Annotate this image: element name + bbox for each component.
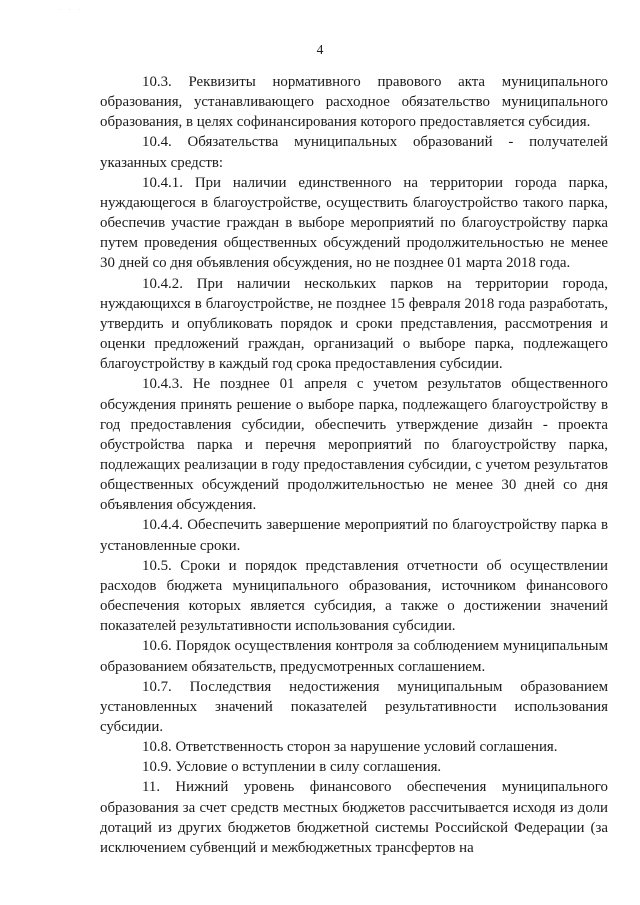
paragraph-10-9: 10.9. Условие о вступлении в силу соглашения. xyxy=(142,759,442,776)
document-body xyxy=(100,72,608,858)
paragraph-10-7: 10.7. Последствия недостижения муниципальным образованием установленных значений показателей результативности использования субсидии. xyxy=(100,678,608,735)
paragraph-10-4-2: 10.4.2. При наличии нескольких парков на территории города, нуждающихся в благоустройстве, не позднее 15 февраля 2018 года разработать, утвердить и опубликовать порядок и сроки представления, рассмотрения и оценки предложений граждан, организаций о выборе парка, подлежащего благоустройству в каждый год срока предоставления субсидии. xyxy=(100,275,608,373)
paragraph-10-4-1: 10.4.1. При наличии единственного на территории города парка, нуждающегося в благоустройстве, осуществить благоустройство такого парка, обеспечив участие граждан в выборе мероприятий по благоустройству парка путем проведения общественных обсуждений продолжительностью не менее 30 дней со дня объявления обсуждения, но не позднее 01 марта 2018 года. xyxy=(100,174,608,272)
paragraph-10-8: 10.8. Ответственность сторон за нарушение условий соглашения. xyxy=(142,739,558,756)
paragraph-10-5: 10.5. Сроки и порядок представления отчетности об осуществлении расходов бюджета муниципального образования, источником финансового обеспечения которых является субсидия, а также о достижении значений показателей результативности использования субсидии. xyxy=(100,557,608,635)
paragraph-10-4-3: 10.4.3. Не позднее 01 апреля с учетом результатов общественного обсуждения принять решение о выборе парка, подлежащего благоустройству в год предоставления субсидии, обеспечить утверждение дизайн - проекта обустройства парка и перечня мероприятий по благоустройству парка, подлежащих реализации в году предоставления субсидии, с учетом результатов общественных обсуждений продолжительностью не менее 30 дней со дня объявления обсуждения. xyxy=(100,376,608,514)
scan-artifact: . . . xyxy=(60,6,83,12)
paragraph-11: 11. Нижний уровень финансового обеспечения муниципального образования за счет средств местных бюджетов рассчитывается исходя из доли дотаций из других бюджетов бюджетной системы Российской Федерации (за исключением субвенций и межбюджетных трансфертов на xyxy=(100,779,608,856)
page-number: 4 xyxy=(316,42,324,57)
paragraph-10-4-4: 10.4.4. Обеспечить завершение мероприятий по благоустройству парка в установленные сроки. xyxy=(100,517,608,554)
paragraph-10-4: 10.4. Обязательства муниципальных образований - получателей указанных средств: xyxy=(100,134,608,171)
paragraph-10-6: 10.6. Порядок осуществления контроля за соблюдением муниципальным образованием обязательств, предусмотренных соглашением. xyxy=(100,638,608,675)
paragraph-10-3: 10.3. Реквизиты нормативного правового акта муниципального образования, устанавливающего расходное обязательство муниципального образования, в целях софинансирования которого предоставляется субсидия. xyxy=(100,74,608,131)
